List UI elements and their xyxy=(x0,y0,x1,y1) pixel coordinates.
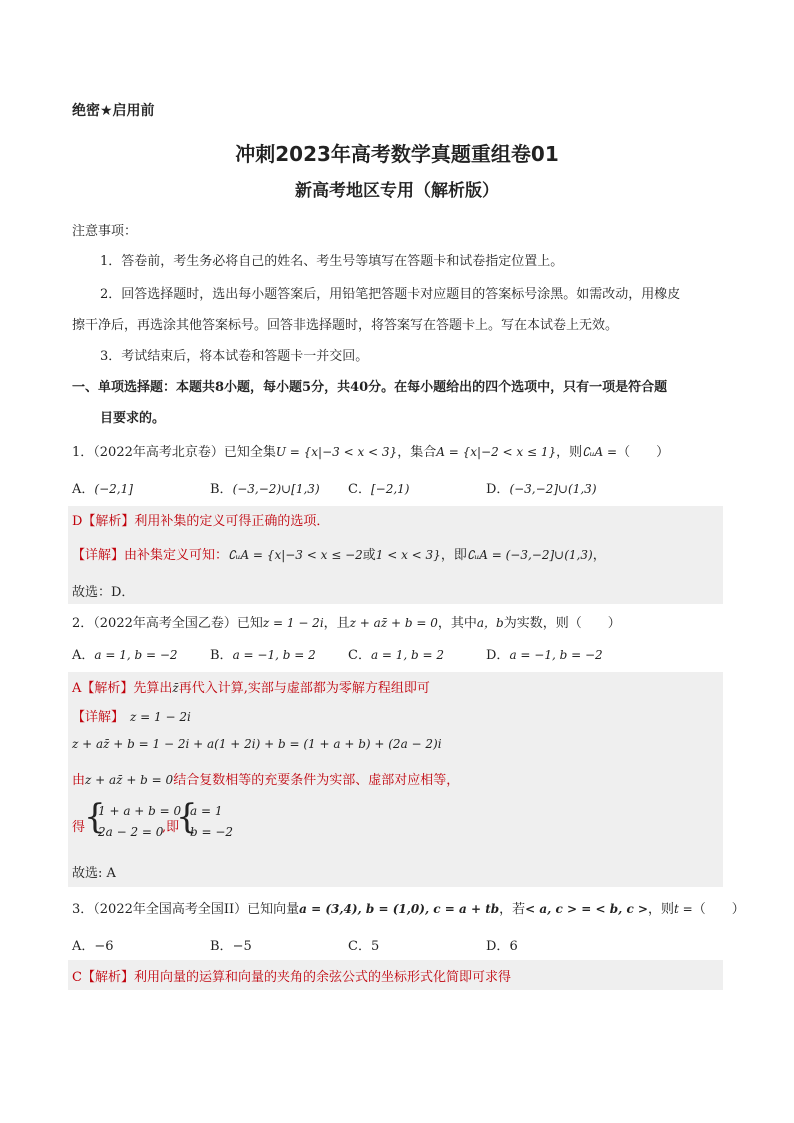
option-value: (−2,1] xyxy=(94,482,133,496)
q2-derivation: z + az̄ + b = 1 − 2i + a(1 + 2i) + b = (1 + a + b) + (2a − 2)i xyxy=(72,737,442,751)
system-line: 2a − 2 = 0 xyxy=(98,825,164,839)
option-c xyxy=(348,644,444,663)
stem-text: ，其中 xyxy=(437,616,477,631)
q1-analysis: D【解析】利用补集的定义可得正确的选项． xyxy=(72,514,330,529)
formula: ∁ᵤA = xyxy=(582,445,618,459)
note-item: 3．考试结束后，将本试卷和答题卡一并交回。 xyxy=(100,349,369,364)
page-title: 冲刺2023年高考数学真题重组卷01 xyxy=(235,142,559,166)
stem-text: ，则 xyxy=(648,902,675,917)
text: 由 xyxy=(72,773,86,788)
option-a xyxy=(72,935,114,954)
formula: t = xyxy=(674,902,693,916)
stem-text: 2．（2022年高考全国乙卷）已知 xyxy=(72,616,263,631)
system-line: 1 + a + b = 0 xyxy=(98,804,182,818)
formula: z + az̄ + b = 0 xyxy=(349,616,438,630)
detail-tag: 【详解】 xyxy=(72,548,125,563)
option-label: D． xyxy=(486,482,510,497)
option-b xyxy=(210,644,316,663)
detail-text: ， xyxy=(592,548,606,563)
q2-ji: ,即 xyxy=(162,820,180,835)
analysis-text: A【解析】先算出 xyxy=(72,681,173,696)
option-label: D． xyxy=(486,939,510,954)
stem-text: 1．（2022年高考北京卷）已知全集 xyxy=(72,445,276,460)
text: 结合复数相等的充要条件为实部、虚部对应相等， xyxy=(173,773,460,788)
formula: z = 1 − 2i xyxy=(130,710,191,724)
q3-analysis: C【解析】利用向量的运算和向量的夹角的余弦公式的坐标形式化简即可求得 xyxy=(72,970,511,985)
formula: z + az̄ + b = 0 xyxy=(85,773,174,787)
formula: A = {x|−2 < x ≤ 1} xyxy=(436,445,557,459)
question-3-stem xyxy=(72,898,745,917)
question-1-stem xyxy=(72,441,669,460)
notes-heading: 注意事项： xyxy=(72,224,138,239)
q2-choice: 故选: A xyxy=(72,866,116,881)
stem-text: 3．（2022年全国高考全国II）已知向量 xyxy=(72,902,300,917)
q1-choice: 故选：D． xyxy=(72,585,135,600)
detail-text: ，即 xyxy=(440,548,467,563)
formula: < a, c > = < b, c > xyxy=(525,902,648,916)
formula: z = 1 − 2i xyxy=(262,616,324,630)
formula: ∁ᵤA = {x|−3 < x ≤ −2 xyxy=(228,548,363,562)
detail-text: 或 xyxy=(362,548,376,563)
q2-de: 得 xyxy=(72,820,86,835)
option-label: B． xyxy=(210,939,233,954)
option-label: C． xyxy=(348,939,371,954)
option-value: (−3,−2)∪[1,3) xyxy=(232,482,320,496)
option-d xyxy=(486,644,603,663)
page-subtitle: 新高考地区专用（解析版） xyxy=(295,181,499,201)
option-value: [−2,1) xyxy=(370,482,410,496)
option-value: a = 1, b = −2 xyxy=(94,648,178,662)
q2-analysis xyxy=(72,677,430,696)
q1-detail xyxy=(72,544,606,563)
question-2-stem xyxy=(72,612,621,631)
system-line: b = −2 xyxy=(190,825,234,839)
stem-text: ，若 xyxy=(499,902,526,917)
option-value: 5 xyxy=(370,939,380,954)
option-value: (−3,−2]∪(1,3) xyxy=(509,482,597,496)
formula: U = {x|−3 < x < 3} xyxy=(275,445,398,459)
section-heading: 一、单项选择题：本题共8小题，每小题5分，共40分。在每小题给出的四个选项中，只有一项是符合题 xyxy=(72,380,668,395)
option-c xyxy=(348,478,409,497)
stem-text: （ ） xyxy=(617,445,670,460)
note-item: 擦干净后，再选涂其他答案标号。回答非选择题时，将答案写在答题卡上。写在本试卷上无效。 xyxy=(72,318,619,333)
left-brace: { xyxy=(176,797,198,837)
stem-text: ，且 xyxy=(323,616,350,631)
option-c xyxy=(348,935,379,954)
option-a xyxy=(72,478,133,497)
formula: 1 < x < 3} xyxy=(375,548,441,562)
note-item: 2．回答选择题时，选出每小题答案后，用铅笔把答题卡对应题目的答案标号涂黑。如需改动，用橡皮 xyxy=(100,287,681,302)
stem-text: ，则 xyxy=(556,445,583,460)
detail-tag: 【详解】 xyxy=(72,710,125,725)
stem-text: ，集合 xyxy=(397,445,437,460)
option-label: C． xyxy=(348,648,371,663)
section-heading-cont: 目要求的。 xyxy=(100,411,166,426)
note-item: 1．答卷前，考生务必将自己的姓名、考生号等填写在答题卡和试卷指定位置上。 xyxy=(100,254,564,269)
option-d xyxy=(486,478,597,497)
option-value: −5 xyxy=(232,939,252,954)
analysis-text: 再代入计算,实部与虚部都为零解方程组即可 xyxy=(178,681,430,696)
formula: ∁ᵤA = (−3,−2]∪(1,3) xyxy=(466,548,593,562)
option-value: a = −1, b = 2 xyxy=(232,648,316,662)
option-label: D． xyxy=(486,648,510,663)
option-value: 6 xyxy=(509,939,518,954)
system-line: a = 1 xyxy=(190,804,223,818)
option-label: A． xyxy=(72,648,95,663)
option-b xyxy=(210,478,320,497)
detail-text: 由补集定义可知： xyxy=(124,548,229,563)
q2-condition xyxy=(72,769,459,788)
option-label: B． xyxy=(210,648,233,663)
option-b xyxy=(210,935,252,954)
option-value: a = −1, b = −2 xyxy=(509,648,603,662)
option-d xyxy=(486,935,518,954)
option-label: A． xyxy=(72,939,95,954)
formula: a，b xyxy=(476,616,504,630)
stem-text: 为实数，则（ ） xyxy=(503,616,621,631)
option-value: a = 1, b = 2 xyxy=(370,648,445,662)
confidential-label: 绝密★启用前 xyxy=(72,103,155,119)
stem-text: （ ） xyxy=(692,902,745,917)
option-label: A． xyxy=(72,482,95,497)
left-brace: { xyxy=(84,797,106,837)
option-label: C． xyxy=(348,482,371,497)
formula: z̄ xyxy=(172,681,179,695)
q2-detail xyxy=(72,706,191,725)
option-label: B． xyxy=(210,482,233,497)
option-value: −6 xyxy=(94,939,114,954)
option-a xyxy=(72,644,178,663)
formula: a = (3,4), b = (1,0), c = a + tb xyxy=(299,902,500,916)
